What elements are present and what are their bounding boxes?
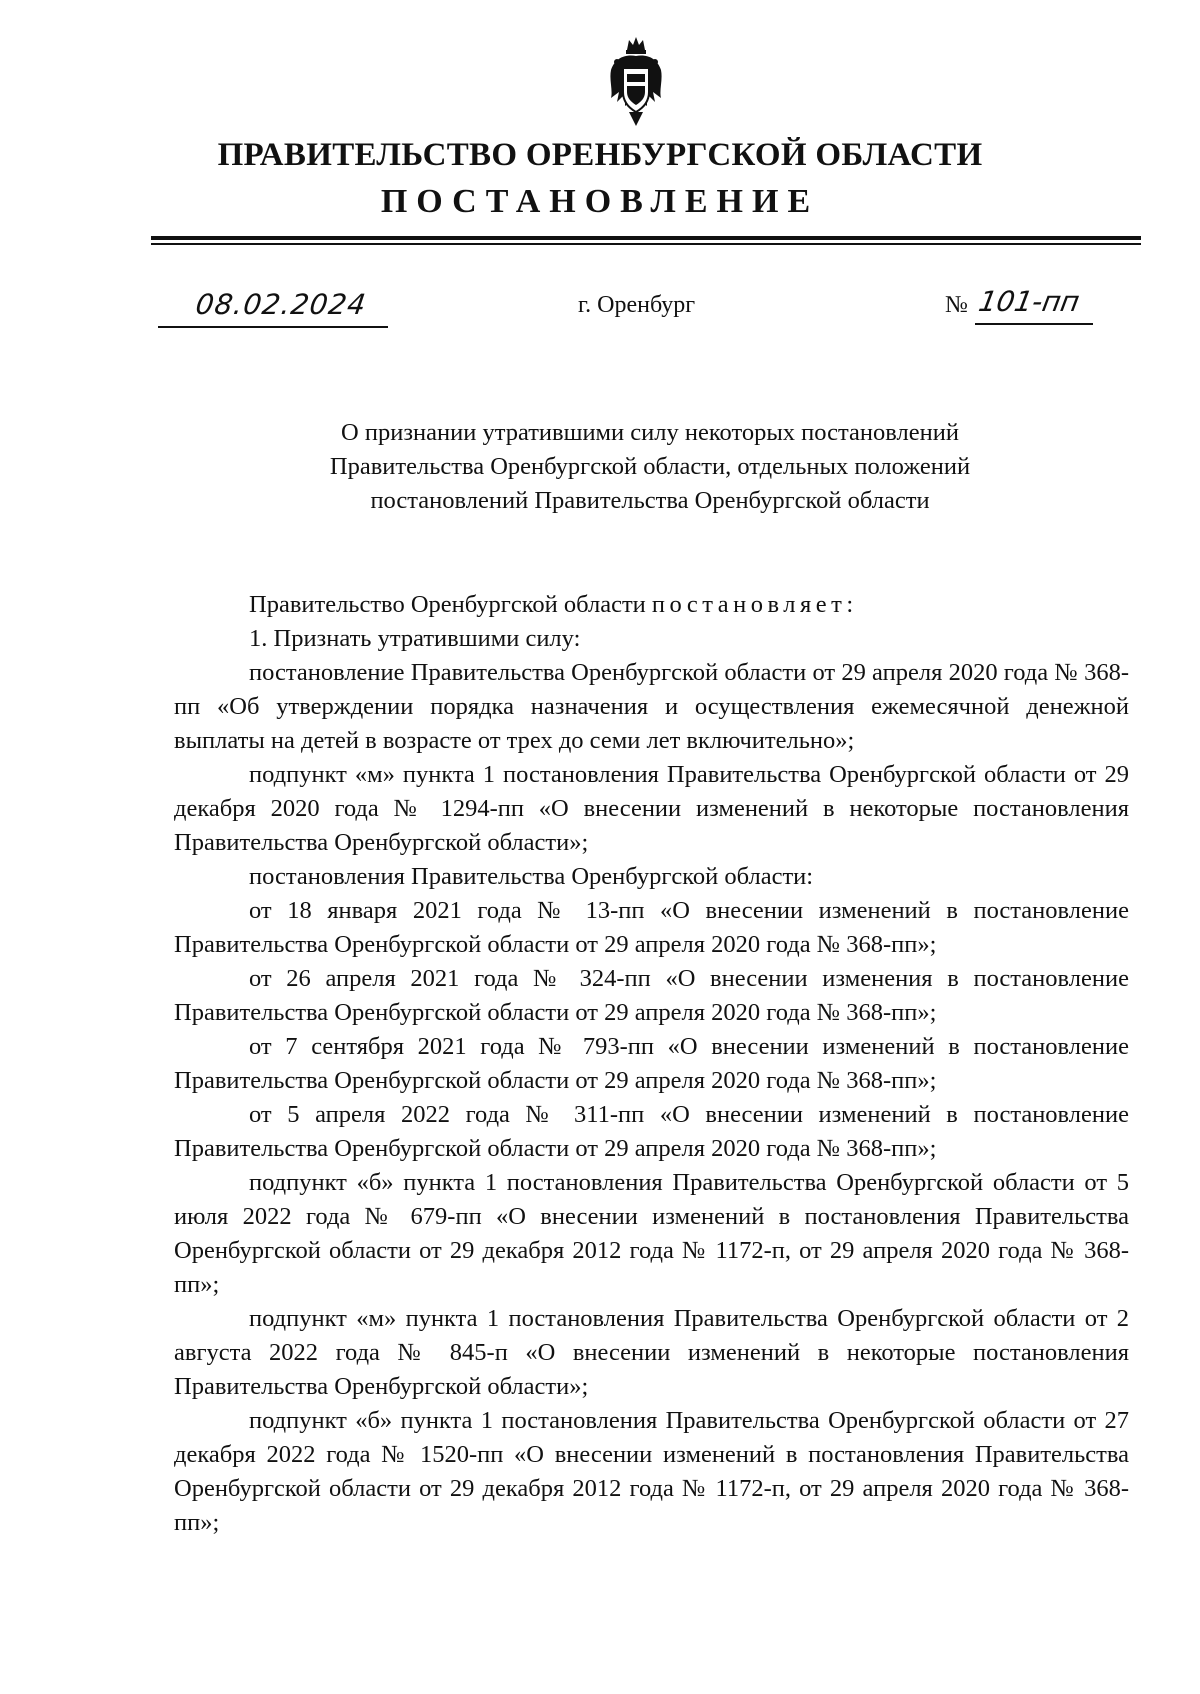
intro-paragraph [174,588,1129,622]
body-paragraph: подпункт «б» пункта 1 постановления Правительства Оренбургской области от 27 декабря 2022 года № 1520-пп «О внесении изменений в постановления Правительства Оренбургской области от 29 декабря 2012 года № 1172-п, от 29 апреля 2020 года № 368-пп»; [174,1407,1129,1536]
number-field [975,285,1093,325]
document-subject [200,416,1100,518]
header-rule-thick [151,236,1141,240]
header-rule-thin [151,243,1141,245]
body-paragraph: от 5 апреля 2022 года № 311-пп «О внесении изменений в постановление Правительства Оренбургской области от 29 апреля 2020 года № 368-пп»; [174,1101,1129,1162]
body-paragraph: от 7 сентября 2021 года № 793-пп «О внесении изменений в постановление Правительства Оренбургской области от 29 апреля 2020 года № 368-пп»; [174,1033,1129,1094]
document-body [174,588,1129,1540]
handwritten-number: 101-пп [976,285,1083,318]
intro-text: Правительство Оренбургской области [249,591,652,618]
body-paragraph: от 26 апреля 2021 года № 324-пп «О внесении изменения в постановление Правительства Оренбургской области от 29 апреля 2020 года № 368-пп»; [174,965,1129,1026]
body-paragraph: 1. Признать утратившими силу: [249,625,581,652]
government-title: ПРАВИТЕЛЬСТВО ОРЕНБУРГСКОЙ ОБЛАСТИ [217,137,983,173]
document-type-title: ПОСТАНОВЛЕНИЕ [380,183,820,220]
body-paragraph: подпункт «б» пункта 1 постановления Правительства Оренбургской области от 5 июля 2022 года № 679-пп «О внесении изменений в постановления Правительства Оренбургской области от 29 декабря 2012 года № 1172-п, от 29 апреля 2020 года № 368-пп»; [174,1169,1129,1298]
handwritten-date: 08.02.2024 [193,288,369,321]
body-paragraph: постановления Правительства Оренбургской области: [249,863,814,890]
subject-line: постановлений Правительства Оренбургской области [370,487,930,514]
body-paragraph: подпункт «м» пункта 1 постановления Правительства Оренбургской области от 29 декабря 2020 года № 1294-пп «О внесении изменений в некоторые постановления Правительства Оренбургской области»; [174,761,1129,856]
body-paragraph: постановление Правительства Оренбургской области от 29 апреля 2020 года № 368-пп «Об утверждении порядка назначения и осуществления ежемесячной денежной выплаты на детей в возрасте от трех до семи лет включительно»; [174,659,1129,754]
body-paragraph: подпункт «м» пункта 1 постановления Правительства Оренбургской области от 2 августа 2022 года № 845-п «О внесении изменений в некоторые постановления Правительства Оренбургской области»; [174,1305,1129,1400]
number-label: № [945,292,968,318]
intro-colon: : [846,591,854,618]
intro-resolves: постановляет [651,591,847,618]
coat-of-arms-icon [605,36,667,128]
city-label: г. Оренбург [578,292,696,318]
date-field [158,288,388,328]
body-paragraph: от 18 января 2021 года № 13-пп «О внесении изменений в постановление Правительства Оренбургской области от 29 апреля 2020 года № 368-пп»; [174,897,1129,958]
subject-line: Правительства Оренбургской области, отдельных положений [329,453,971,480]
subject-line: О признании утратившими силу некоторых постановлений [341,419,959,446]
